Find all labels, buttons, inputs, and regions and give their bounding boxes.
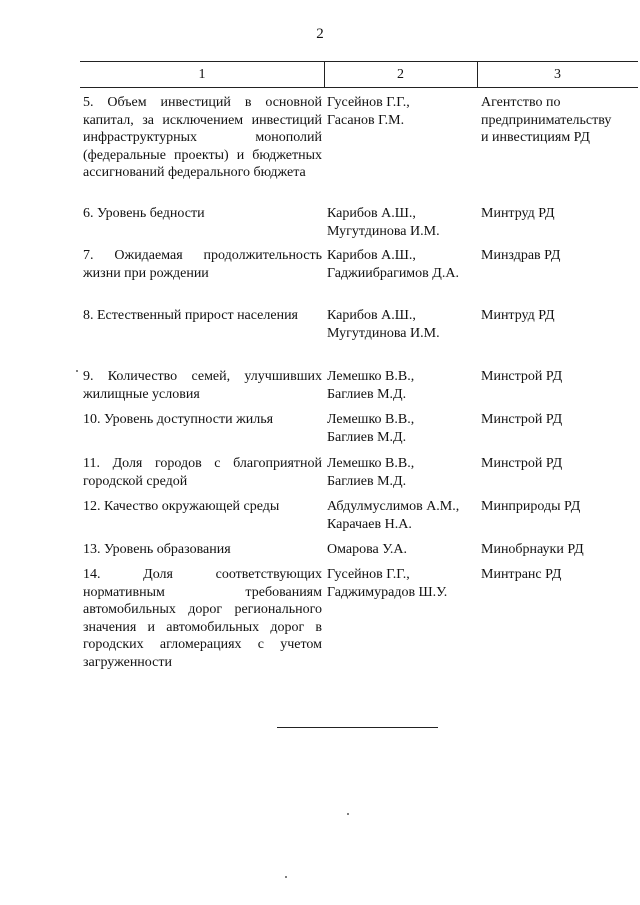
- responsible-name: Карачаев Н.А.: [327, 516, 412, 532]
- responsible-name: Баглиев М.Д.: [327, 429, 407, 445]
- table-row-responsible: [327, 566, 477, 601]
- table-row-indicator: 10. Уровень доступности жилья: [83, 412, 274, 427]
- table-row-agency: Минтруд РД: [481, 206, 555, 221]
- table-row-indicator: 7. Ожидаемая продолжительность жизни при рождении: [83, 248, 322, 281]
- column-header-2: 2: [397, 67, 404, 82]
- table-row-agency: Минобрнауки РД: [481, 542, 584, 557]
- table-row-indicator: 13. Уровень образования: [83, 542, 231, 557]
- table-top-rule: [80, 61, 638, 62]
- table-row-responsible: [327, 368, 477, 403]
- responsible-name: Гаджимурадов Ш.У.: [327, 584, 448, 600]
- table-row-responsible: [327, 94, 477, 129]
- table-row-agency: Минстрой РД: [481, 369, 563, 384]
- responsible-name: Абдулмуслимов А.М.,: [327, 499, 460, 514]
- table-row-agency: Минприроды РД: [481, 499, 581, 514]
- table-row-indicator: 11. Доля городов с благоприятной городской средой: [83, 456, 322, 489]
- responsible-name: Гусейнов Г.Г.,: [327, 567, 410, 582]
- responsible-name: Гаджиибрагимов Д.А.: [327, 265, 459, 281]
- responsible-name: Баглиев М.Д.: [327, 386, 407, 402]
- table-row-responsible: [327, 307, 477, 342]
- table-row-indicator: 9. Количество семей, улучшивших жилищные условия: [83, 369, 322, 402]
- responsible-name: Карибов А.Ш.,: [327, 308, 416, 323]
- responsible-name: Баглиев М.Д.: [327, 473, 407, 489]
- table-row-agency: Минтранс РД: [481, 567, 562, 582]
- responsible-name: Карибов А.Ш.,: [327, 248, 416, 263]
- table-row-indicator: 14. Доля соответствующих нормативным требованиям автомобильных дорог регионального значения и автомобильных дорог в городских агломерациях с учетом загруженности: [83, 567, 322, 670]
- responsible-name: Мугутдинова И.М.: [327, 325, 440, 341]
- table-row-indicator: 12. Качество окружающей среды: [83, 499, 280, 514]
- responsible-name: Лемешко В.В.,: [327, 456, 415, 471]
- table-row-responsible: [327, 411, 477, 446]
- table-row-indicator: 6. Уровень бедности: [83, 206, 205, 221]
- table-row-agency: Минстрой РД: [481, 456, 563, 471]
- table-row-agency: Минстрой РД: [481, 412, 563, 427]
- responsible-name: Омарова У.А.: [327, 542, 407, 557]
- closing-rule: [277, 727, 438, 728]
- table-row-responsible: [327, 498, 477, 533]
- responsible-name: Мугутдинова И.М.: [327, 223, 440, 239]
- table-row-agency: Минздрав РД: [481, 248, 561, 263]
- table-row-responsible: [327, 247, 477, 282]
- scan-speck: [347, 813, 349, 815]
- responsible-name: Гусейнов Г.Г.,: [327, 95, 410, 110]
- table-row-indicator: 5. Объем инвестиций в основной капитал, за исключением инвестиций инфраструктурных монополий (федеральные проекты) и бюджетных ассигнований федерального бюджета: [83, 95, 322, 181]
- responsible-name: Лемешко В.В.,: [327, 412, 415, 427]
- table-row-indicator: 8. Естественный прирост населения: [83, 308, 298, 323]
- table-row-agency: Агентство по предпринимательству и инвестициям РД: [481, 95, 612, 146]
- table-row-agency: Минтруд РД: [481, 308, 555, 323]
- responsible-name: Лемешко В.В.,: [327, 369, 415, 384]
- column-header-3: 3: [554, 67, 561, 82]
- scan-speck: [285, 876, 287, 878]
- column-header-1: 1: [198, 67, 206, 82]
- responsible-name: Карибов А.Ш.,: [327, 206, 416, 221]
- table-row-responsible: [327, 455, 477, 490]
- scan-speck: [76, 370, 78, 372]
- responsible-name: Гасанов Г.М.: [327, 112, 405, 128]
- page-number: 2: [316, 26, 324, 42]
- table-row-responsible: [327, 541, 477, 559]
- table-header-bottom-rule: [80, 87, 638, 88]
- table-row-responsible: [327, 205, 477, 240]
